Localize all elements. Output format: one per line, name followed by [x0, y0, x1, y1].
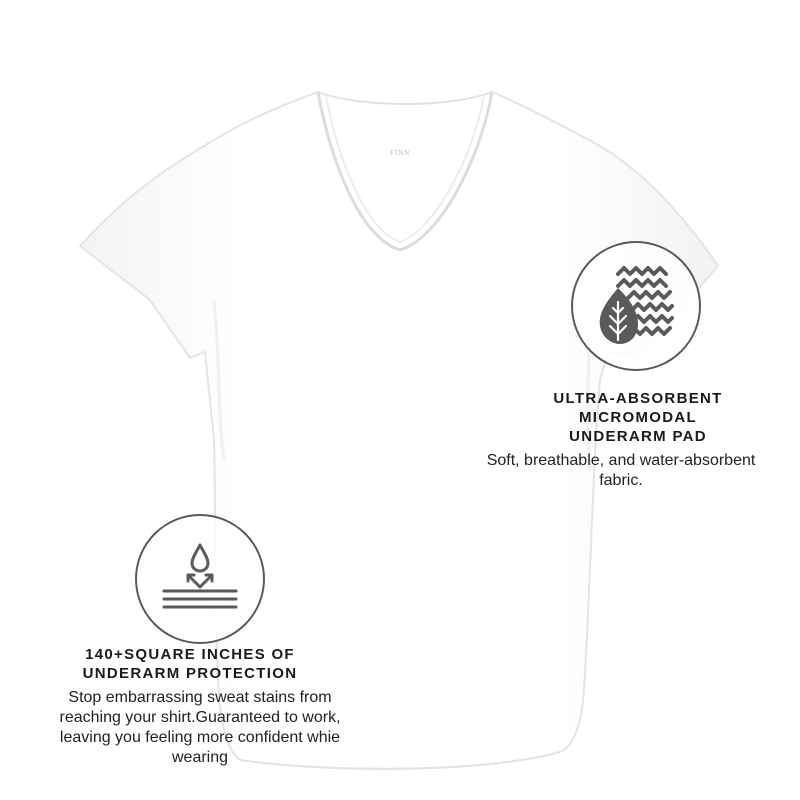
title-line: 140+SQUARE INCHES OF	[85, 646, 295, 663]
underarm-protection-badge	[135, 514, 265, 644]
brand-label: FINN	[390, 149, 411, 157]
description-line: Stop embarrassing sweat stains from	[68, 689, 332, 706]
feature-title-absorbent-pad	[520, 389, 756, 446]
leaf-fabric-icon	[588, 258, 684, 354]
title-line: UNDERARM PROTECTION	[82, 665, 298, 682]
title-line: MICROMODAL	[579, 409, 697, 426]
feature-description-protection	[15, 688, 385, 768]
micromodal-pad-badge	[571, 241, 701, 371]
description-line: fabric.	[599, 472, 643, 489]
description-line: leaving you feeling more confident whie	[59, 729, 341, 746]
feature-description-absorbent-pad	[446, 451, 796, 491]
feature-title-protection	[60, 645, 320, 683]
water-drop-layers-icon	[152, 531, 248, 627]
description-line: wearing	[171, 749, 229, 766]
title-line: ULTRA-ABSORBENT	[553, 390, 723, 407]
title-line: UNDERARM PAD	[569, 428, 707, 445]
description-line: Soft, breathable, and water-absorbent	[486, 452, 756, 469]
description-line: reaching your shirt.Guaranteed to work,	[59, 709, 341, 726]
